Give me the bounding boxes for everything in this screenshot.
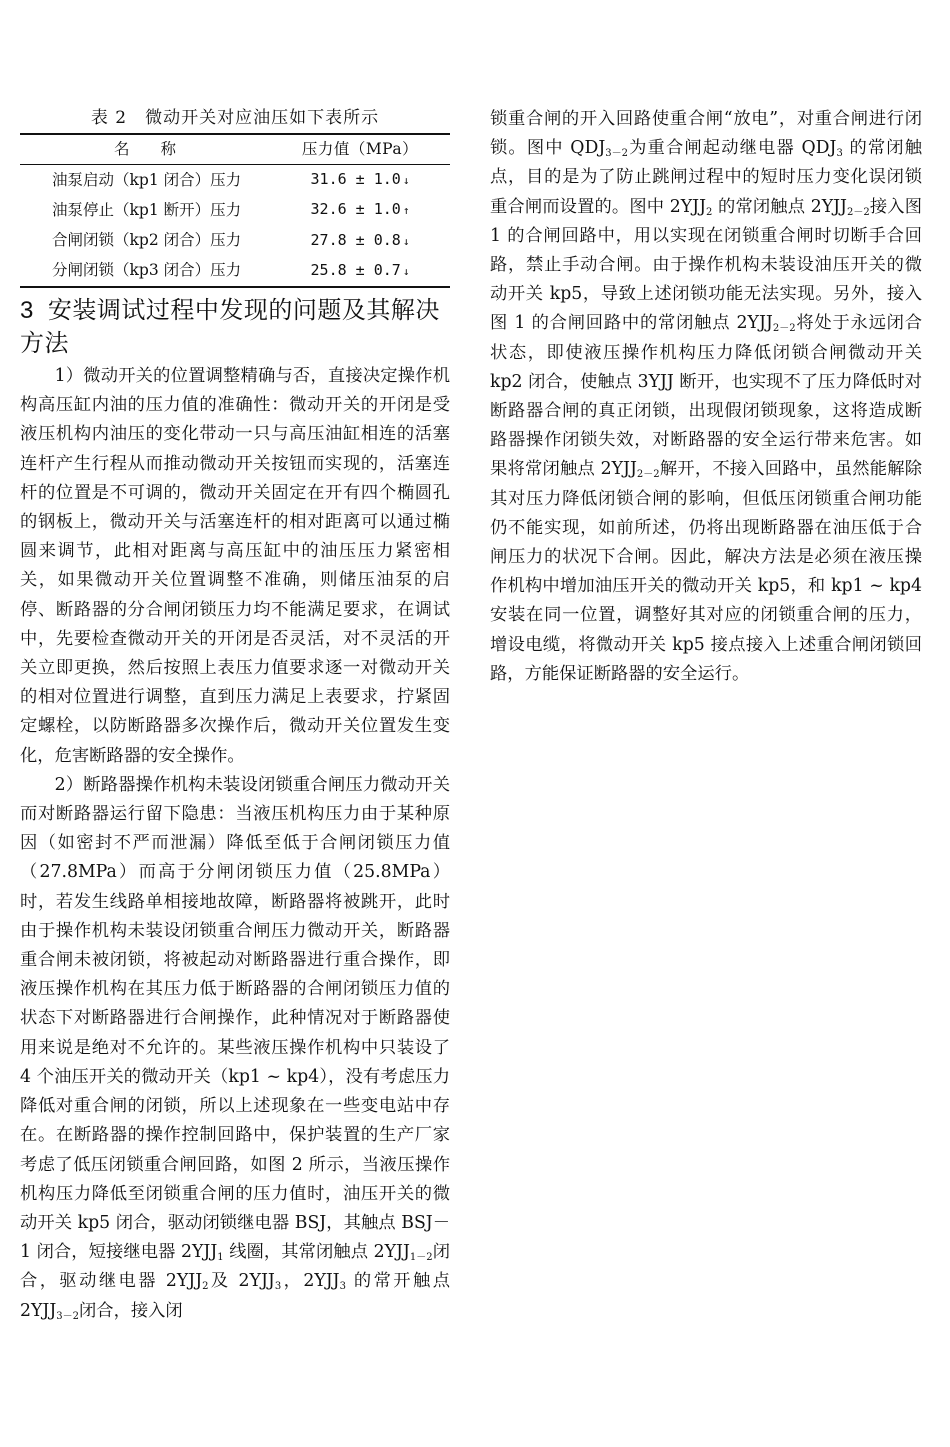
paragraph-2-text: 及 2YJJ [208, 1271, 275, 1292]
row-name: 油泵启动（kp1 闭合）压力 [52, 170, 242, 189]
header-value: 压力值（MPa） [270, 134, 450, 165]
paragraph-text: 为重合闸起动继电器 QDJ [627, 138, 837, 159]
paragraph-2-text: 2）断路器操作机构未装设闭锁重合闸压力微动开关而对断路器运行留下隐患：当液压机构压力由于某种原因（如密封不严而泄漏）降低至低于合闸闭锁压力值（27.8MPa）而高于分闸闭锁压力值（25.8MPa）时，若发生线路单相接地故障，断路器将被跳开，此时由于操作机构未装设闭锁重合闸压力微动开关，断路器重合闸未被闭锁，将被起动对断路器进行重合操作，即液压操作机构在其压力低于断路器的合闸闭锁压力值的状态下对断路器进行合闸操作，此种情况对于断路器使用来说是绝对不允许的。某些液压操作机构中只装设了 4 个油压开关的微动开关（kp1 ~ kp4），没有考虑压力降低对重合闸的闭锁，所以上述现象在一些变电站中存在。在断路器的操作控制回路中，保护装置的生产厂家考虑了低压闭锁重合闸回路，如图 2 所示，当液压操作机构压力降低至闭锁重合闸的压力值时，油压开关的微动开关 kp5 闭合，驱动闭锁继电器 BSJ，其触点 BSJ－1 闭合，短接继电器 2YJJ [20, 774, 450, 1263]
arrow-down-icon: ↓ [402, 174, 410, 188]
table-caption: 表 2 微动开关对应油压如下表所示 [90, 108, 380, 128]
left-column [20, 105, 450, 1326]
row-value [270, 195, 450, 225]
paragraph-1: 1）微动开关的位置调整精确与否，直接决定操作机构高压缸内油的压力值的准确性：微动开关的开闭是受液压机构内油压的变化带动一只与高压油缸相连的活塞连杆产生行程从而推动微动开关按钮而实现的，活塞连杆的位置是不可调的，微动开关固定在开有四个椭圆孔的钢板上，微动开关与活塞连杆的相对距离可以通过椭圆来调节，此相对距离与高压缸中的油压压力紧密相关，如果微动开关位置调整不准确，则储压油泵的启停、断路器的分合闸闭锁压力均不能满足要求，在调试中，先要检查微动开关的开闭是否灵活，对不灵活的开关立即更换，然后按照上表压力值要求逐一对微动开关的相对位置进行调整，直到压力满足上表要求，拧紧固定螺栓，以防断路器多次操作后，微动开关位置发生变化，危害断路器的安全操作。 [20, 366, 450, 766]
section-title: 安装调试过程中发现的问题及其解决方法 [20, 296, 440, 358]
row-name: 合闸闭锁（kp2 闭合）压力 [52, 231, 242, 250]
row-value-text: 32.6 ± 1.0 [310, 200, 401, 219]
subscript: 3－2 [605, 148, 628, 160]
subscript: 3 [274, 1281, 282, 1293]
subscript: 3 [836, 148, 843, 160]
row-value-text: 27.8 ± 0.8 [310, 230, 401, 249]
table-row [20, 256, 450, 287]
subscript: 2 [706, 206, 713, 218]
right-column [490, 105, 922, 689]
header-name: 名称 [20, 134, 270, 165]
arrow-down-icon: ↓ [402, 234, 410, 248]
paragraph-2 [20, 771, 450, 1326]
paragraph-2-text: 闭合，驱动继电器 2YJJ [20, 1242, 450, 1292]
paragraph-text: 将处于永远闭合状态，即使液压操作机构压力降低闭锁合闸微动开关 kp2 闭合，使触点 3YJJ 断开，也实现不了压力降低时对断路器合闸的真正闭锁，出现假闭锁现象，这将造成断路器操作闭锁失效，对断路器的安全运行带来危害。如果将常闭触点 2YJJ [490, 313, 922, 480]
arrow-up-icon: ↑ [402, 204, 410, 218]
section-heading [20, 294, 450, 360]
paragraph-text: 解开，不接入回路中，虽然能解除其对压力降低闭锁合闸的影响，但低压闭锁重合闸功能仍不能实现，如前所述，仍将出现断路器在油压低于合闸压力的状况下合闸。因此，解决方法是必须在液压操作机构中增加油压开关的微动开关 kp5，和 kp1 ~ kp4 安装在同一位置，调整好其对应的闭锁重合闸的压力，增设电缆，将微动开关 kp5 接点接入上述重合闸闭锁回路，方能保证断路器的安全运行。 [490, 459, 922, 684]
subscript: 2－2 [847, 206, 870, 218]
pressure-table [20, 133, 450, 288]
subscript: 2－2 [636, 469, 660, 481]
subscript: 2－2 [772, 323, 796, 335]
row-value-text: 31.6 ± 1.0 [310, 170, 401, 189]
subscript: 1－2 [409, 1252, 433, 1264]
table-row [20, 226, 450, 256]
row-name: 油泵停止（kp1 断开）压力 [52, 200, 242, 219]
section-number: 3 [20, 297, 34, 325]
row-value [270, 165, 450, 196]
table-row [20, 195, 450, 225]
paragraph-2-text: 线圈，其常闭触点 2YJJ [223, 1242, 410, 1263]
table-row [20, 165, 450, 196]
paragraph-continued [490, 105, 922, 689]
paragraph-2-text: 的常开触点 2YJJ [20, 1271, 450, 1321]
subscript: 1 [217, 1252, 224, 1264]
paragraph-text: 锁重合闸的开入回路使重合闸“放电”，对重合闸进行闭锁。图中 QDJ [490, 109, 922, 159]
paragraph-2-text: 闭合，接入闭 [79, 1300, 183, 1321]
table-header-row [20, 134, 450, 165]
paragraph-2-text: ，2YJJ [281, 1271, 340, 1292]
row-value-text: 25.8 ± 0.7 [310, 260, 401, 279]
paragraph-text: 接入图 1 的合闸回路中，用以实现在闭锁重合闸时切断手合回路，禁止手动合闸。由于操作机构未装设油压开关的微动开关 kp5，导致上述闭锁功能无法实现。另外，接入图 1 的合闸回路中的常闭触点 2YJJ [490, 196, 922, 334]
paragraph-text: 的常闭触点，目的是为了防止跳闸过程中的短时压力变化误闭锁重合闸而设置的。图中 2YJJ [490, 138, 922, 217]
row-name: 分闸闭锁（kp3 闭合）压力 [52, 261, 242, 280]
row-value [270, 256, 450, 287]
row-value [270, 226, 450, 256]
arrow-down-icon: ↓ [402, 264, 410, 278]
paragraph-text: 的常闭触点 2YJJ [712, 196, 847, 217]
subscript: 3－2 [56, 1310, 79, 1322]
subscript: 3 [339, 1281, 346, 1293]
subscript: 2 [202, 1281, 209, 1293]
